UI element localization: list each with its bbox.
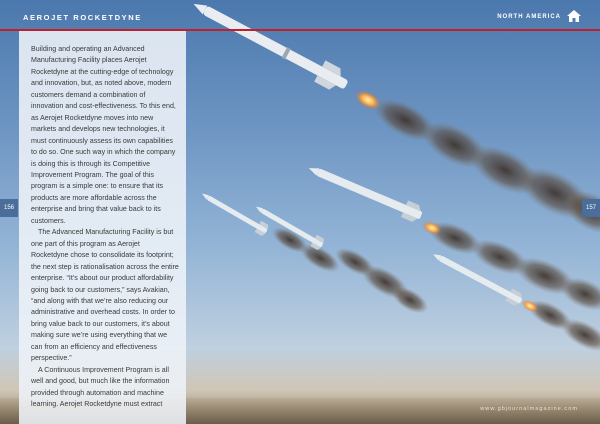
header-bar (0, 0, 600, 30)
footer-date: DECEMBER 2018 (22, 406, 81, 412)
article-paragraph: Building and operating an Advanced Manufacturing Facility places Aerojet Rocketdyne at the cutting-edge of technology and innovation, but, as noted above, modern customers demand a combination of innovation and cost-effectiveness. To this end, as Aerojet Rocketdyne moves into new markets and develops new technologies, it must continuously assess its own capabilities to do so. One such way in which the company is doing this is through its Competitive Improvement Program. The goal of this program is a simple one: to ensure that its products are more affordable across the enterprise and bring that value back to its customers. (31, 45, 176, 225)
footer-url[interactable]: www.gbjournalmagazine.com (480, 406, 578, 412)
page-number-right[interactable]: 157 (582, 199, 600, 217)
article-paragraph: The Advanced Manufacturing Facility is but one part of this program as Aerojet Rocketdyne chose to consolidate its footprint; the next step is rationalisation across the entire enterprise. “It’s about our product affordability going back to our customers,” says Avakian, “and along with that we’re also reducing our administrative and overhead costs. In order to bring value back to our customers, it’s about making sure we’re using everything that we can from an efficiency and effectiveness perspective.” (31, 228, 179, 363)
home-icon[interactable] (566, 9, 582, 23)
missile-4 (198, 188, 344, 277)
article-body (31, 44, 179, 411)
magazine-brand: AEROJET ROCKETDYNE (23, 13, 142, 22)
section-label: NORTH AMERICA (497, 14, 561, 20)
page-number-left[interactable]: 156 (0, 199, 18, 217)
article-paragraph: A Continuous Improvement Program is all well and good, but much like the information provided through automation and machine learning, Aerojet Rocketdyne must extract (31, 365, 170, 409)
missile-5 (252, 201, 432, 318)
